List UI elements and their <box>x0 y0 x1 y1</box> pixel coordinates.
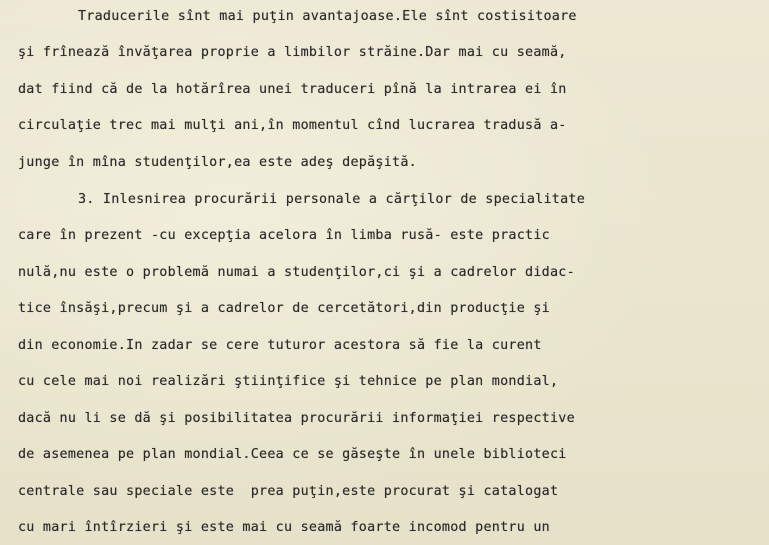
text-line-3: dat fiind că de la hotărîrea unei traduceri pînă la intrarea ei în <box>18 82 567 97</box>
text-line-6: 3. Inlesnirea procurării personale a cărţilor de specialitate <box>78 192 586 207</box>
text-line-8: nulă,nu este o problemă numai a studenţilor,ci şi a cadrelor didac- <box>18 265 575 280</box>
text-line-11: cu cele mai noi realizări ştiinţifice şi tehnice pe plan mondial, <box>18 374 559 389</box>
text-line-9: tice însăşi,precum şi a cadrelor de cercetători,din producţie şi <box>18 301 550 316</box>
text-line-5: junge în mîna studenţilor,ea este adeş depăşită. <box>18 155 417 170</box>
text-line-7: care în prezent -cu excepţia acelora în limba rusă- este practic <box>18 228 550 243</box>
text-line-13: de asemenea pe plan mondial.Ceea ce se găseşte în unele biblioteci <box>18 447 567 462</box>
text-line-2: şi frînează învăţarea proprie a limbilor străine.Dar mai cu seamă, <box>18 45 567 60</box>
text-line-12: dacă nu li se dă şi posibilitatea procurării informaţiei respective <box>18 411 575 426</box>
text-line-10: din economie.In zadar se cere tuturor acestora să fie la curent <box>18 338 542 353</box>
text-line-14: centrale sau speciale este prea puţin,este procurat şi catalogat <box>18 484 559 499</box>
text-line-15: cu mari întîrzieri şi este mai cu seamă foarte incomod pentru un <box>18 520 550 535</box>
text-line-4: circulaţie trec mai mulţi ani,în momentul cînd lucrarea tradusă a- <box>18 118 567 133</box>
text-line-1: Traducerile sînt mai puţin avantajoase.Ele sînt costisitoare <box>78 9 577 24</box>
